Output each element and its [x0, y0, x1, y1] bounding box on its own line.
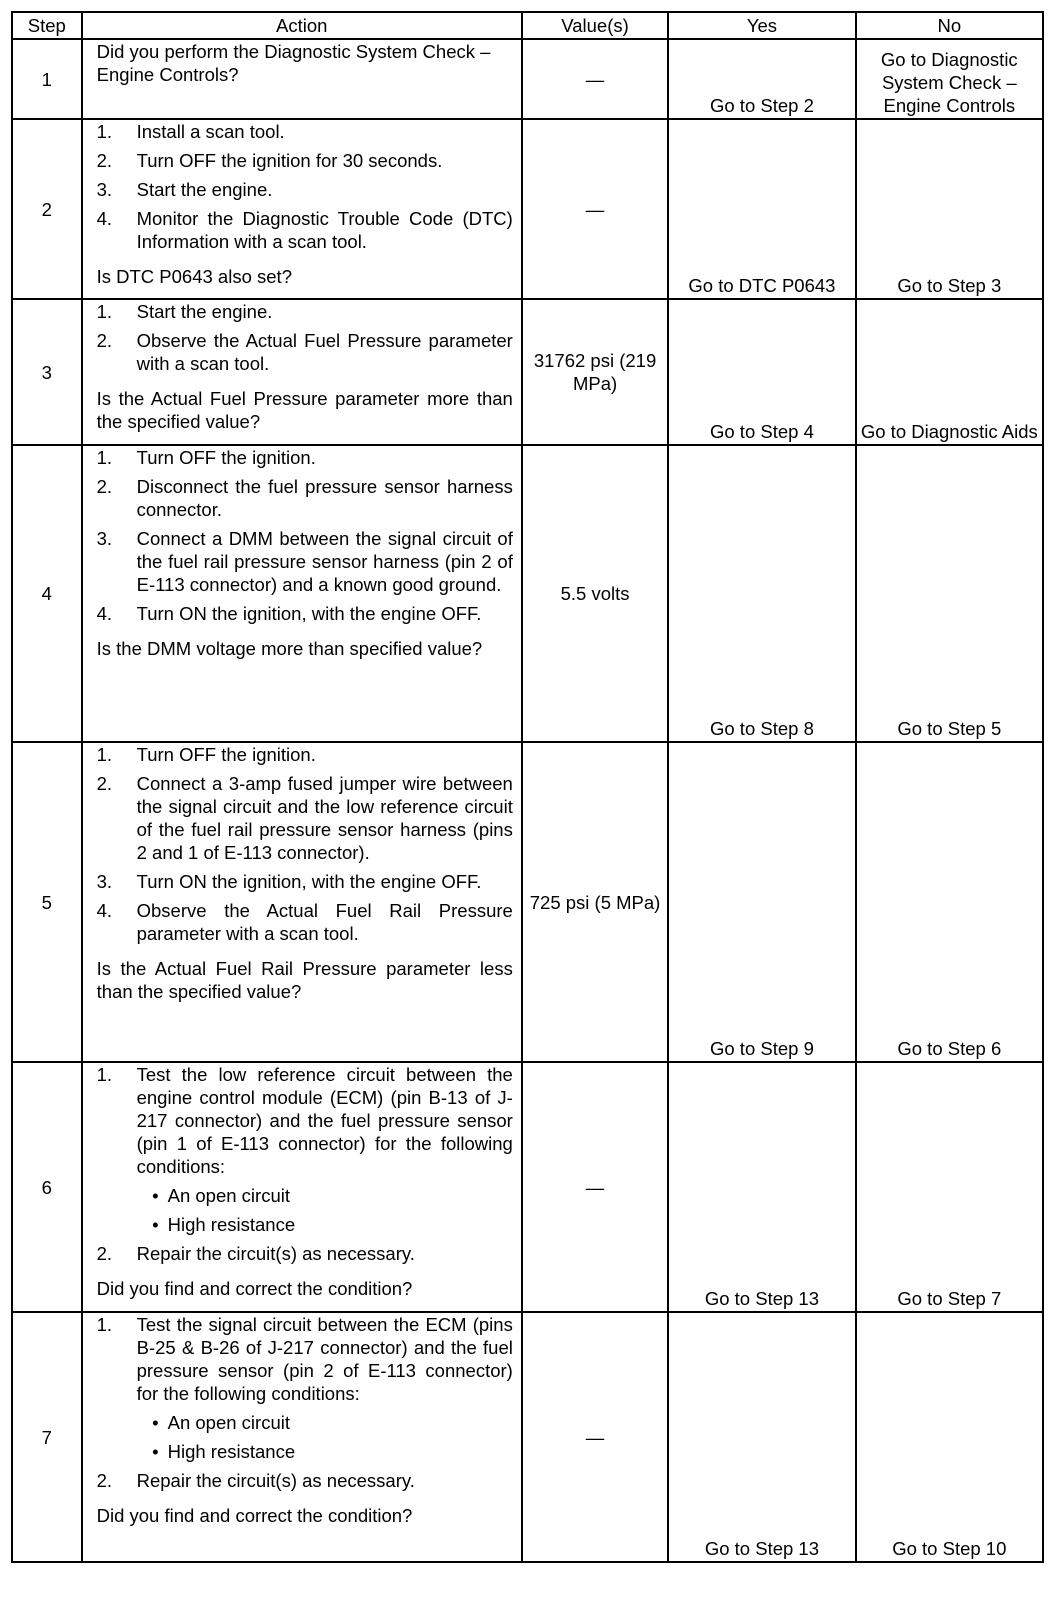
value-cell: — [522, 1312, 668, 1562]
action-item-number: 3. [96, 528, 113, 549]
action-item-body [137, 602, 513, 625]
action-item-number: 3. [96, 871, 113, 892]
action-item-body [137, 120, 513, 143]
yes-cell: Go to Step 9 [668, 742, 855, 1062]
action-item-number: 2. [96, 773, 113, 794]
table-row [12, 1312, 1043, 1562]
bullet-icon: • [152, 1214, 159, 1235]
action-item-number: 1. [96, 1314, 113, 1335]
action-item-body [137, 772, 513, 864]
yes-cell: Go to DTC P0643 [668, 119, 855, 299]
action-item-body [137, 1063, 513, 1236]
table-row [12, 119, 1043, 299]
action-cell [82, 299, 522, 445]
bullet-text: An open circuit [167, 1412, 290, 1433]
action-cell [82, 742, 522, 1062]
action-question: Is DTC P0643 also set? [96, 266, 292, 287]
action-item-text: Observe the Actual Fuel Pressure parameter with a scan tool. [136, 330, 513, 374]
bullet-text: High resistance [167, 1441, 296, 1462]
action-list [97, 743, 513, 945]
action-item-text: Turn OFF the ignition. [136, 447, 316, 468]
action-item-number: 4. [96, 603, 113, 624]
action-item-number: 1. [96, 447, 113, 468]
action-item-number: 1. [96, 1064, 113, 1085]
table-row [12, 39, 1043, 119]
bullet-icon: • [152, 1441, 159, 1462]
action-item-number: 4. [96, 900, 113, 921]
action-item-text: Start the engine. [136, 179, 273, 200]
action-item [97, 446, 513, 469]
action-cell [82, 1312, 522, 1562]
bullet-item [137, 1184, 513, 1207]
value-cell: — [522, 119, 668, 299]
bullet-text: High resistance [167, 1214, 296, 1235]
action-item-number: 1. [96, 301, 113, 322]
action-item [97, 1469, 513, 1492]
action-item [97, 475, 513, 521]
action-list [97, 300, 513, 375]
action-item-text: Install a scan tool. [136, 121, 285, 142]
action-item-text: Turn OFF the ignition. [136, 744, 316, 765]
no-cell: Go to Step 6 [856, 742, 1043, 1062]
action-item-number: 2. [96, 1243, 113, 1264]
action-item-body [137, 446, 513, 469]
action-item-body [137, 527, 513, 596]
bullet-list [137, 1411, 513, 1463]
action-item [97, 602, 513, 625]
header-yes: Yes [668, 12, 855, 39]
action-item-body [137, 207, 513, 253]
diagnostic-table [11, 11, 1044, 1563]
action-item [97, 207, 513, 253]
action-question: Did you find and correct the condition? [96, 1278, 413, 1299]
action-item [97, 178, 513, 201]
action-item [97, 149, 513, 172]
yes-cell: Go to Step 13 [668, 1312, 855, 1562]
step-number: 2 [12, 119, 82, 299]
action-item-text: Repair the circuit(s) as necessary. [136, 1243, 415, 1264]
header-no: No [856, 12, 1043, 39]
action-item-body [137, 475, 513, 521]
action-list [97, 446, 513, 625]
header-action: Action [82, 12, 522, 39]
step-number: 5 [12, 742, 82, 1062]
no-cell: Go to Step 7 [856, 1062, 1043, 1312]
action-item-text: Turn ON the ignition, with the engine OFF. [136, 603, 482, 624]
action-item-body [137, 743, 513, 766]
action-item [97, 1242, 513, 1265]
table-row [12, 445, 1043, 742]
value-cell: 31762 psi (219 MPa) [522, 299, 668, 445]
yes-cell: Go to Step 8 [668, 445, 855, 742]
action-item-number: 1. [96, 744, 113, 765]
value-cell: — [522, 39, 668, 119]
action-list [97, 1063, 513, 1265]
action-item-text: Start the engine. [136, 301, 273, 322]
action-item-number: 3. [96, 179, 113, 200]
action-item [97, 1313, 513, 1463]
value-cell: 5.5 volts [522, 445, 668, 742]
action-item [97, 870, 513, 893]
table-header [12, 12, 1043, 39]
step-number: 6 [12, 1062, 82, 1312]
action-item-text: Observe the Actual Fuel Rail Pressure parameter with a scan tool. [136, 900, 513, 944]
bullet-item [137, 1411, 513, 1434]
action-item-body [137, 329, 513, 375]
action-item-body [137, 1242, 513, 1265]
action-question: Is the Actual Fuel Rail Pressure parameter less than the specified value? [96, 958, 513, 1002]
action-item-text: Connect a DMM between the signal circuit of the fuel rail pressure sensor harness (pin 2 of E-113 connector) and a known good ground. [136, 528, 513, 595]
action-question: Is the Actual Fuel Pressure parameter more than the specified value? [96, 388, 513, 432]
step-number: 4 [12, 445, 82, 742]
action-item-body [137, 178, 513, 201]
no-cell: Go to Step 5 [856, 445, 1043, 742]
bullet-icon: • [152, 1412, 159, 1433]
action-list [97, 1313, 513, 1492]
action-item [97, 329, 513, 375]
yes-cell: Go to Step 13 [668, 1062, 855, 1312]
action-item-number: 1. [96, 121, 113, 142]
action-item-body [137, 149, 513, 172]
action-item-body [137, 1313, 513, 1463]
value-cell: — [522, 1062, 668, 1312]
action-item-body [137, 300, 513, 323]
bullet-list [137, 1184, 513, 1236]
bullet-icon: • [152, 1185, 159, 1206]
action-item [97, 300, 513, 323]
step-number: 3 [12, 299, 82, 445]
action-item-text: Turn ON the ignition, with the engine OFF. [136, 871, 482, 892]
action-list [97, 120, 513, 253]
action-item-text: Test the low reference circuit between the engine control module (ECM) (pin B-13 of J-217 connector) and the fuel pressure sensor (pin 1 of E-113 connector) for the following conditions: [136, 1064, 513, 1177]
no-cell: Go to Step 3 [856, 119, 1043, 299]
action-item [97, 772, 513, 864]
no-cell: Go to Diagnostic Aids [856, 299, 1043, 445]
yes-cell: Go to Step 2 [668, 39, 855, 119]
value-cell: 725 psi (5 MPa) [522, 742, 668, 1062]
action-cell [82, 119, 522, 299]
action-item-number: 2. [96, 476, 113, 497]
step-number: 7 [12, 1312, 82, 1562]
action-item-body [137, 870, 513, 893]
action-item-body [137, 1469, 513, 1492]
action-item [97, 1063, 513, 1236]
action-cell [82, 39, 522, 119]
table-body [12, 39, 1043, 1562]
step-number: 1 [12, 39, 82, 119]
action-item [97, 899, 513, 945]
action-item-number: 2. [96, 150, 113, 171]
action-item-text: Turn OFF the ignition for 30 seconds. [136, 150, 443, 171]
action-item-number: 2. [96, 1470, 113, 1491]
bullet-text: An open circuit [167, 1185, 290, 1206]
action-cell [82, 445, 522, 742]
table-row [12, 1062, 1043, 1312]
action-question: Did you find and correct the condition? [96, 1505, 413, 1526]
action-item-text: Test the signal circuit between the ECM (pins B-25 & B-26 of J-217 connector) and the fuel pressure sensor (pin 2 of E-113 connector) for the following conditions: [136, 1314, 513, 1404]
bullet-item [137, 1213, 513, 1236]
action-item [97, 743, 513, 766]
table-row [12, 299, 1043, 445]
action-item-text: Connect a 3-amp fused jumper wire between the signal circuit and the low reference circuit of the fuel rail pressure sensor harness (pins 2 and 1 of E-113 connector). [136, 773, 513, 863]
action-item [97, 527, 513, 596]
action-item-number: 4. [96, 208, 113, 229]
action-item-text: Repair the circuit(s) as necessary. [136, 1470, 415, 1491]
action-cell [82, 1062, 522, 1312]
no-cell: Go to Step 10 [856, 1312, 1043, 1562]
bullet-item [137, 1440, 513, 1463]
action-question: Is the DMM voltage more than specified value? [96, 638, 483, 659]
action-item [97, 120, 513, 143]
header-values: Value(s) [522, 12, 668, 39]
action-item-number: 2. [96, 330, 113, 351]
table-row [12, 742, 1043, 1062]
action-item-text: Monitor the Diagnostic Trouble Code (DTC) Information with a scan tool. [136, 208, 513, 252]
action-item-text: Disconnect the fuel pressure sensor harness connector. [136, 476, 513, 520]
action-intro: Did you perform the Diagnostic System Check – Engine Controls? [96, 41, 491, 85]
action-item-body [137, 899, 513, 945]
header-step: Step [12, 12, 82, 39]
yes-cell: Go to Step 4 [668, 299, 855, 445]
no-cell: Go to Diagnostic System Check – Engine Controls [856, 39, 1043, 119]
